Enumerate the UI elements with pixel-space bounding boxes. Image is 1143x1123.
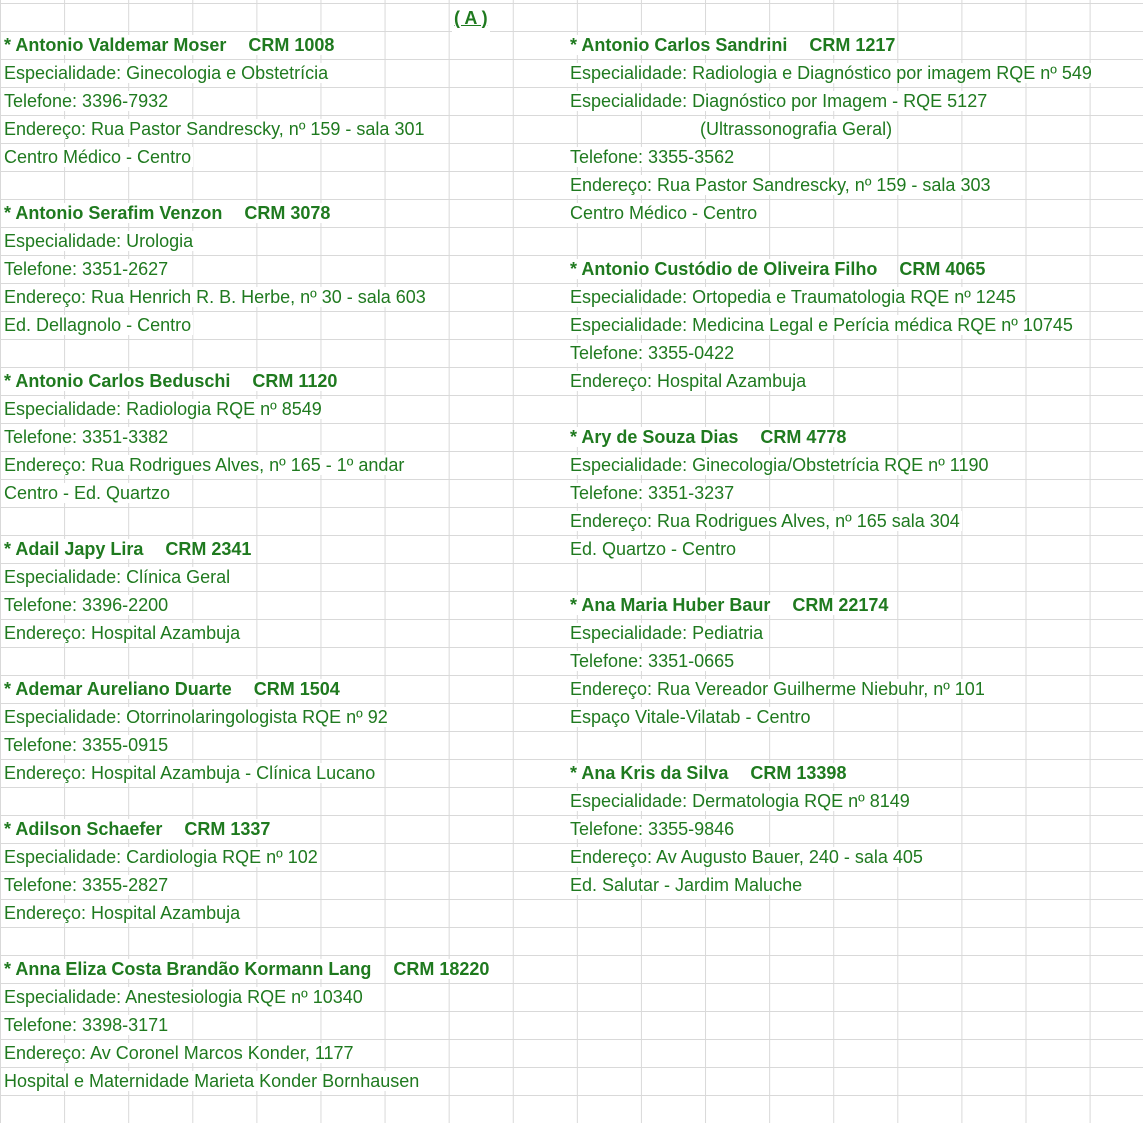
doctor-entry	[4, 535, 564, 647]
detail-text: Telefone: 3355-2827	[4, 875, 169, 895]
doctor-entry	[4, 815, 564, 927]
detail-line	[570, 507, 1140, 535]
detail-line	[4, 479, 564, 507]
detail-text: Endereço: Hospital Azambuja	[4, 623, 241, 643]
detail-line	[4, 395, 564, 423]
detail-text: Endereço: Av Augusto Bauer, 240 - sala 405	[570, 847, 923, 867]
doctor-name: * Anna Eliza Costa Brandão Kormann Lang	[4, 959, 372, 979]
detail-text: Especialidade: Urologia	[4, 231, 194, 251]
detail-line	[570, 143, 1140, 171]
detail-text: Endereço: Hospital Azambuja	[570, 371, 807, 391]
doctor-name: * Adilson Schaefer	[4, 819, 163, 839]
detail-line	[4, 619, 564, 647]
crm-number: CRM 1217	[809, 35, 896, 55]
doctor-name-line	[4, 675, 564, 703]
detail-line	[570, 619, 1140, 647]
detail-line	[4, 423, 564, 451]
doctor-name-line	[4, 535, 564, 563]
crm-number: CRM 1504	[253, 679, 340, 699]
detail-text: Especialidade: Radiologia e Diagnóstico por imagem RQE nº 549	[570, 63, 1092, 83]
detail-text: Endereço: Av Coronel Marcos Konder, 1177	[4, 1043, 354, 1063]
detail-line	[4, 1011, 564, 1039]
detail-line	[570, 703, 1140, 731]
detail-line	[570, 815, 1140, 843]
detail-line	[4, 115, 564, 143]
detail-text: Ed. Quartzo - Centro	[570, 539, 737, 559]
doctor-entry	[570, 591, 1140, 731]
detail-text: Telefone: 3355-3562	[570, 147, 735, 167]
doctor-entry	[4, 955, 564, 1095]
detail-text: Telefone: 3355-9846	[570, 819, 735, 839]
blank-row	[4, 171, 564, 199]
detail-line	[4, 983, 564, 1011]
sheet-title: ( A )	[452, 4, 490, 32]
detail-line	[4, 255, 564, 283]
detail-line	[4, 1067, 564, 1095]
detail-text: Centro - Ed. Quartzo	[4, 483, 171, 503]
detail-line	[570, 843, 1140, 871]
detail-text: Endereço: Rua Henrich R. B. Herbe, nº 30 - sala 603	[4, 287, 426, 307]
blank-row	[4, 647, 564, 675]
doctor-name: * Adail Japy Lira	[4, 539, 144, 559]
detail-line	[570, 171, 1140, 199]
crm-number: CRM 3078	[244, 203, 331, 223]
detail-line	[570, 87, 1140, 115]
crm-number: CRM 1337	[184, 819, 271, 839]
doctor-name: * Antonio Valdemar Moser	[4, 35, 227, 55]
detail-text: Ed. Salutar - Jardim Maluche	[570, 875, 803, 895]
doctor-name: * Antonio Carlos Beduschi	[4, 371, 231, 391]
doctor-entry	[570, 31, 1140, 227]
detail-line	[570, 283, 1140, 311]
detail-line	[570, 535, 1140, 563]
detail-line	[4, 843, 564, 871]
detail-line	[4, 563, 564, 591]
doctor-name-line	[4, 367, 564, 395]
detail-text: Endereço: Rua Pastor Sandrescky, nº 159 - sala 301	[4, 119, 425, 139]
blank-row	[4, 927, 564, 955]
detail-text: Telefone: 3351-0665	[570, 651, 735, 671]
blank-row	[4, 339, 564, 367]
detail-text: Especialidade: Cardiologia RQE nº 102	[4, 847, 318, 867]
detail-line	[570, 647, 1140, 675]
crm-number: CRM 1008	[248, 35, 335, 55]
detail-text: Centro Médico - Centro	[4, 147, 192, 167]
doctor-name-line	[570, 31, 1140, 59]
detail-text: Endereço: Rua Rodrigues Alves, nº 165 - 1º andar	[4, 455, 405, 475]
right-column	[570, 31, 1140, 899]
doctor-name-line	[4, 31, 564, 59]
crm-number: CRM 1120	[252, 371, 338, 391]
doctor-name: * Ana Kris da Silva	[570, 763, 729, 783]
detail-text: Especialidade: Otorrinolaringologista RQE nº 92	[4, 707, 388, 727]
detail-line	[570, 115, 1140, 143]
detail-text: Telefone: 3351-3382	[4, 427, 169, 447]
detail-line	[4, 591, 564, 619]
doctor-name-line	[4, 199, 564, 227]
detail-text: Endereço: Hospital Azambuja	[4, 903, 241, 923]
crm-number: CRM 4065	[899, 259, 986, 279]
left-column	[4, 31, 564, 1095]
crm-number: CRM 18220	[393, 959, 490, 979]
detail-text: Especialidade: Anestesiologia RQE nº 10340	[4, 987, 363, 1007]
detail-text: Telefone: 3351-2627	[4, 259, 169, 279]
detail-text: Especialidade: Ginecologia/Obstetrícia RQE nº 1190	[570, 455, 989, 475]
doctor-name: * Antonio Serafim Venzon	[4, 203, 223, 223]
detail-line	[4, 227, 564, 255]
doctor-entry	[570, 759, 1140, 899]
detail-text: Especialidade: Dermatologia RQE nº 8149	[570, 791, 910, 811]
detail-line	[4, 899, 564, 927]
detail-line	[570, 871, 1140, 899]
detail-text: Especialidade: Diagnóstico por Imagem - RQE 5127	[570, 91, 988, 111]
detail-line	[4, 143, 564, 171]
doctor-name: * Antonio Carlos Sandrini	[570, 35, 788, 55]
detail-text: Telefone: 3396-7932	[4, 91, 169, 111]
detail-line	[570, 451, 1140, 479]
detail-line	[4, 759, 564, 787]
detail-text: Especialidade: Clínica Geral	[4, 567, 231, 587]
detail-text: Espaço Vitale-Vilatab - Centro	[570, 707, 811, 727]
blank-row	[570, 227, 1140, 255]
blank-row	[570, 731, 1140, 759]
doctor-name: * Ademar Aureliano Duarte	[4, 679, 232, 699]
detail-text: Ed. Dellagnolo - Centro	[4, 315, 192, 335]
detail-line	[4, 87, 564, 115]
detail-text: Telefone: 3355-0422	[570, 343, 735, 363]
crm-number: CRM 22174	[792, 595, 889, 615]
detail-line	[4, 311, 564, 339]
detail-line	[570, 199, 1140, 227]
doctor-name-line	[570, 759, 1140, 787]
detail-line	[570, 339, 1140, 367]
doctor-entry	[4, 31, 564, 171]
doctor-name: * Ana Maria Huber Baur	[570, 595, 771, 615]
doctor-name: * Ary de Souza Dias	[570, 427, 739, 447]
detail-text: Endereço: Rua Vereador Guilherme Niebuhr, nº 101	[570, 679, 985, 699]
doctor-name-line	[4, 815, 564, 843]
detail-line	[4, 451, 564, 479]
crm-number: CRM 2341	[165, 539, 252, 559]
detail-text: Especialidade: Ginecologia e Obstetrícia	[4, 63, 329, 83]
blank-row	[4, 787, 564, 815]
detail-text: Endereço: Rua Rodrigues Alves, nº 165 sala 304	[570, 511, 960, 531]
blank-row	[570, 395, 1140, 423]
blank-row	[4, 507, 564, 535]
detail-text: Especialidade: Medicina Legal e Perícia médica RQE nº 10745	[570, 315, 1073, 335]
detail-text: Centro Médico - Centro	[570, 203, 758, 223]
detail-text: Telefone: 3398-3171	[4, 1015, 169, 1035]
doctor-entry	[4, 367, 564, 507]
detail-line	[570, 787, 1140, 815]
detail-text: Telefone: 3351-3237	[570, 483, 735, 503]
detail-line	[570, 479, 1140, 507]
detail-line	[4, 283, 564, 311]
doctor-name-line	[570, 591, 1140, 619]
doctor-entry	[4, 675, 564, 787]
doctor-entry	[570, 255, 1140, 395]
detail-text: Endereço: Hospital Azambuja - Clínica Lucano	[4, 763, 376, 783]
detail-line	[4, 703, 564, 731]
blank-row	[570, 563, 1140, 591]
detail-line	[4, 1039, 564, 1067]
detail-text: Endereço: Rua Pastor Sandrescky, nº 159 - sala 303	[570, 175, 991, 195]
detail-line	[570, 311, 1140, 339]
crm-number: CRM 4778	[760, 427, 847, 447]
crm-number: CRM 13398	[750, 763, 847, 783]
detail-line	[570, 675, 1140, 703]
detail-text: Especialidade: Ortopedia e Traumatologia RQE nº 1245	[570, 287, 1016, 307]
detail-line	[4, 731, 564, 759]
doctor-name-line	[570, 423, 1140, 451]
detail-line	[4, 59, 564, 87]
detail-text: Hospital e Maternidade Marieta Konder Bornhausen	[4, 1071, 420, 1091]
detail-text: Especialidade: Pediatria	[570, 623, 764, 643]
detail-text: Telefone: 3355-0915	[4, 735, 169, 755]
doctor-entry	[570, 423, 1140, 563]
doctor-name-line	[4, 955, 564, 983]
detail-line	[570, 367, 1140, 395]
doctor-name-line	[570, 255, 1140, 283]
detail-line	[4, 871, 564, 899]
detail-line	[570, 59, 1140, 87]
detail-text: Especialidade: Radiologia RQE nº 8549	[4, 399, 322, 419]
doctor-entry	[4, 199, 564, 339]
detail-text: Telefone: 3396-2200	[4, 595, 169, 615]
doctor-name: * Antonio Custódio de Oliveira Filho	[570, 259, 878, 279]
detail-text: (Ultrassonografia Geral)	[700, 119, 893, 139]
